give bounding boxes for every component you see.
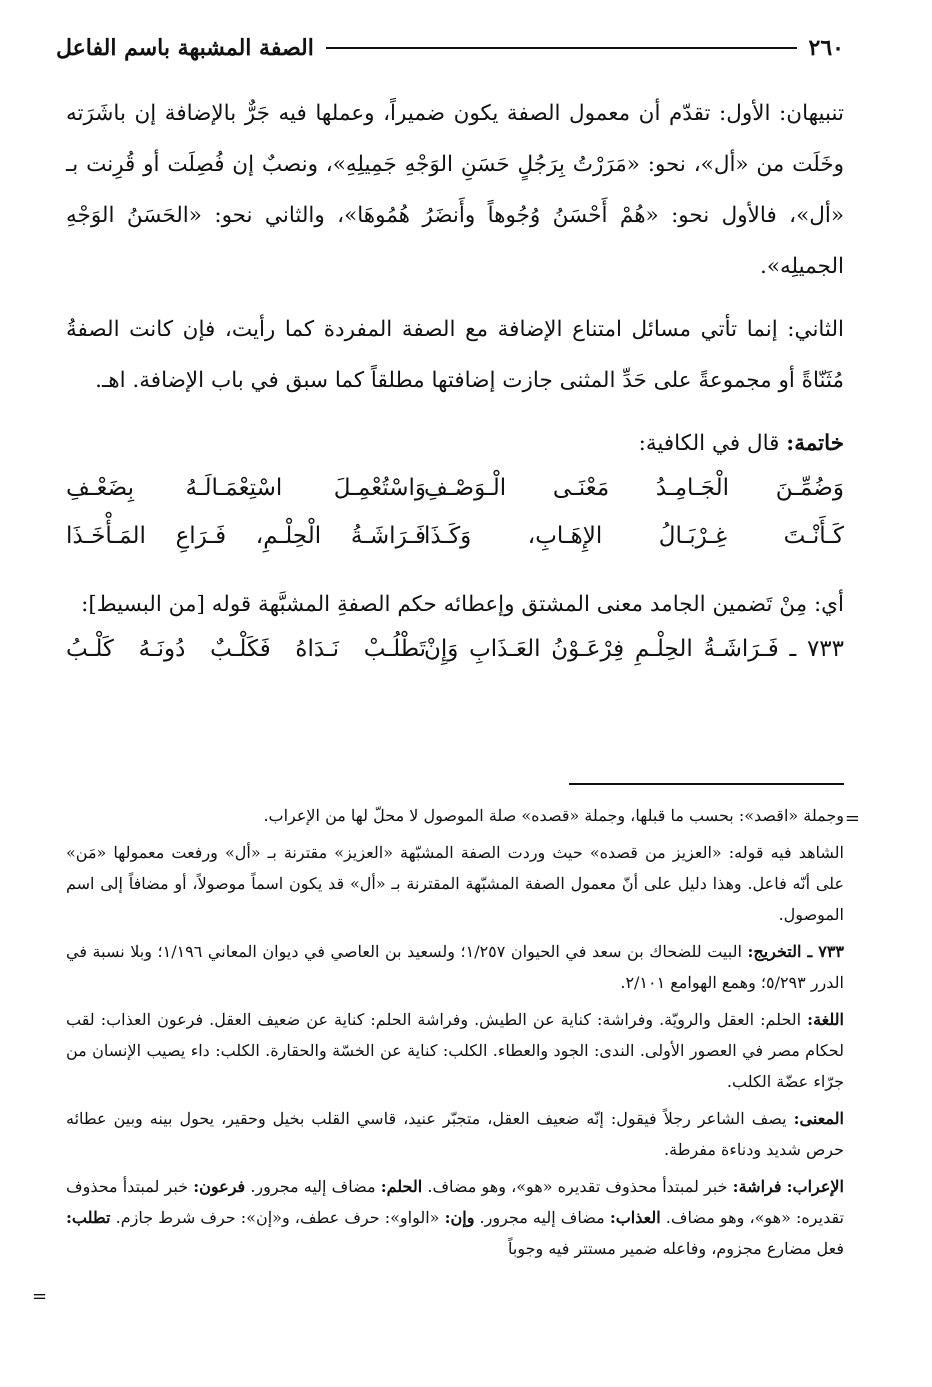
verse-hemistich-first: كَـأَنْـتَ غِـرْبَـالُ الإِهَـابِ، وَكَـذَا xyxy=(424,523,844,549)
irab-term: الحلم: xyxy=(380,1177,423,1196)
khatima-label: خاتمة: xyxy=(786,431,844,456)
irab-text: خبر لمبتدأ محذوف تقديره «هو»، وهو مضاف. xyxy=(427,1177,728,1196)
takhrij-text: البيت للضحاك بن سعد في الحيوان ١/٢٥٧؛ ولسعيد بن العاصي في ديوان المعاني ١/١٩٦؛ وبلا نسبة في الدرر ٥/٢٩٣؛ وهمع الهوامع ٢/١٠١. xyxy=(66,942,844,992)
lugha-text: الحلم: العقل والرويّة. وفراشة: كناية عن الطيش. وفراشة الحلم: كناية عن ضعيف العقل. فرعون العذاب: لقب لحكام مصر في العصور الأولى. الندى: الجود والعطاء. الكلب: كناية عن الخسّة والحقارة. الكلب: داء يصيب الإنسان من جرّاء عضّة الكلب. xyxy=(66,1010,844,1091)
paragraph-explanation: أي: مِنْ تَضمين الجامد معنى المشتق وإعطائه حكم الصفةِ المشبَّهة قوله [من البسيط]: xyxy=(81,592,844,617)
footnote-maana xyxy=(66,1103,844,1165)
irab-text: مضاف إليه مجرور. xyxy=(250,1177,376,1196)
irab-term: فرعون: xyxy=(193,1177,246,1196)
running-title: الصفة المشبهة باسم الفاعل xyxy=(56,35,314,61)
khatima-text: قال في الكافية: xyxy=(638,431,780,456)
verse-hemistich-first: وَضُمِّـنَ الْجَـامِـدُ مَعْنَـى الْـوَصْـفِ xyxy=(424,475,844,501)
verse-hemistich-second: تَطْلُـبْ نَـدَاهُ فَكَلْـبٌ دُونَـهُ كَلْـبُ xyxy=(66,636,426,662)
footnote-shahid: الشاهد فيه قوله: «العزيز من قصده» حيث وردت الصفة المشبّهة «العزيز» مقترنة بـ «أل» ورفعت معمولها «مَن» على أنّه فاعل. وهذا دليل على أنّ معمول الصفة المشبّهة المقترنة بـ «أل» قد يكون اسماً موصولاً، أو مضافاً إلى اسم الموصول. xyxy=(66,843,845,924)
irab-text: مضاف إليه مجرور. xyxy=(479,1208,605,1227)
irab-text: خبر لمبتدأ محذوف تقديره: «هو»، وهو مضاف. xyxy=(66,1177,845,1227)
paragraph-second-note: الثاني: إنما تأتي مسائل امتناع الإضافة مع الصفة المفردة كما رأيت، فإن كانت الصفةُ مُثَنّاةً أو مجموعةً على حَدِّ المثنى جازت إضافتها مطلقاً كما سبق في باب الإضافة. اهـ. xyxy=(66,317,844,393)
footnote-takhrij xyxy=(66,936,844,998)
irab-term: فراشة: xyxy=(732,1177,782,1196)
footnote-irab-continued: وجملة «اقصد»: بحسب ما قبلها، وجملة «قصده» صلة الموصول لا محلّ لها من الإعراب. xyxy=(263,806,844,825)
irab-term: وإن: xyxy=(444,1208,475,1227)
maana-text: يصف الشاعر رجلاً فيقول: إنّه ضعيف العقل، متجبّر عنيد، قاسي القلب بخيل وحقير، يحول بينه وبين عطائه حرص شديد ودناءة مفرطة. xyxy=(66,1109,844,1159)
page-header xyxy=(56,30,844,66)
verse-hemistich-second: وَاسْتُعْمِـلَ اسْتِعْمَـالَـهُ بِضَعْـفِ xyxy=(66,475,426,501)
continuation-mark: = xyxy=(32,1286,48,1307)
verse-line xyxy=(66,475,844,523)
footnote-irab xyxy=(66,1171,844,1264)
continuation-mark: = xyxy=(844,808,860,829)
paragraph-tanbihan: تنبيهان: الأول: تقدّم أن معمول الصفة يكون ضميراً، وعملها فيه جَرٌّ بالإضافة إن باشَرَته وخَلَت من «أل»، نحو: «مَرَرْتُ بِرَجُلٍ حَسَنِ الوَجْهِ جَمِيلِهِ»، ونصبٌ إن فُصِلَت أو قُرِنت بـ «أل»، فالأول نحو: «هُمْ أَحْسَنُ وُجُوهاً وأَنضَرُ هُمُوهَا»، والثاني نحو: «الحَسَنُ الوَجْهِ الجميلِه». xyxy=(66,101,844,279)
paragraph-khatima xyxy=(66,418,844,469)
irab-term: تطلب: xyxy=(66,1208,111,1227)
takhrij-label: ٧٣٣ ـ التخريج: xyxy=(747,942,844,961)
verse-hemistich-second: فَـرَاشَـةُ الْحِلْـمِ، فَـرَاعِ المَـأْخَـذَا xyxy=(66,523,426,549)
irab-term: العذاب: xyxy=(609,1208,661,1227)
footnotes xyxy=(66,800,844,1270)
verse-hemistich-first: ٧٣٣ ـ فَـرَاشَـةُ الحِلْـمِ فِرْعَـوْنُ العَـذَابِ وَإِنْ xyxy=(424,636,844,662)
main-text xyxy=(66,88,844,684)
header-rule xyxy=(326,47,797,49)
irab-label: الإعراب: xyxy=(786,1177,844,1196)
footnote-lugha xyxy=(66,1004,844,1097)
lugha-label: اللغة: xyxy=(807,1010,844,1029)
page-number: ٢٦٠ xyxy=(808,35,844,61)
footnote-separator xyxy=(569,783,844,785)
maana-label: المعنى: xyxy=(793,1109,844,1128)
verse-line-733 xyxy=(66,636,844,684)
irab-text: «الواو»: حرف عطف، و«إن»: حرف شرط جازم. xyxy=(115,1208,440,1227)
verse-line xyxy=(66,523,844,571)
irab-text: فعل مضارع مجزوم، وفاعله ضمير مستتر فيه وجوباً xyxy=(508,1239,844,1258)
